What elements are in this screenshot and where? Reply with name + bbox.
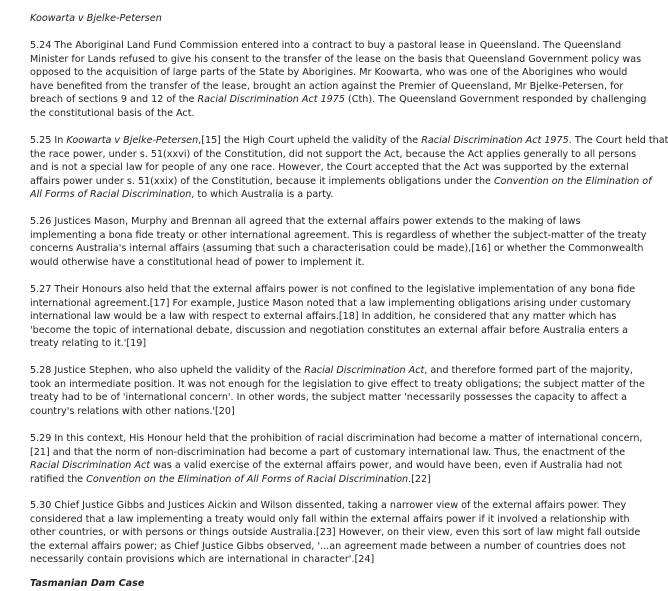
italic-citation: Racial Discrimination Act	[30, 460, 151, 471]
text-line: 'become the topic of international debate, discussion and negotiation constitutes an external affair before Australia enters a	[30, 324, 628, 336]
text-line: affairs power under s. 51(xxix) of the Constitution, because it implements obligations under the Convention on the Elimination of	[30, 175, 652, 187]
text-line: other countries, or with persons or things outside Australia.[23] However, on their view, even this sort of law might fall outside	[30, 527, 641, 538]
paragraph	[30, 283, 636, 351]
text-line: the constitutional basis of the Act.	[30, 107, 195, 119]
text-line: the external affairs power; as Chief Justice Gibbs observed, '...an agreement made between a number of countries does not	[30, 540, 626, 552]
text-line: and is not a special law for people of any one race. However, the Court accepted that the Act was supported by the external	[30, 162, 629, 173]
text-line: the race power, under s. 51(xxvi) of the Constitution, did not support the Act, because the Act applies generally to all persons	[30, 148, 637, 160]
text-line: necessarily contain provisions which are international in character'.[24]	[30, 554, 375, 565]
paragraph	[30, 432, 643, 486]
case-heading: Koowarta v Bjelke-Petersen	[30, 13, 162, 24]
text-line: considered that a law implementing a treaty would only fall within the external affairs power if it involved a relationship with	[30, 513, 630, 525]
text-line: 5.30 Chief Justice Gibbs and Justices Aickin and Wilson dissented, taking a narrower view of the external affairs power. They	[30, 500, 627, 511]
italic-citation: Racial Discrimination Act	[304, 365, 425, 376]
text-line: took an intermediate position. It was not enough for the legislation to give effect to treaty obligations; the subject matter of the	[30, 378, 645, 390]
text-line: concerns Australia's internal affairs (assuming that such a characterisation could be made),[16] or whether the Commonwealth	[30, 243, 644, 254]
text-line: treaty relating to it.'[19]	[30, 338, 147, 349]
text-line: 5.24 The Aboriginal Land Fund Commission entered into a contract to buy a pastoral lease in Queensland. The Queensland	[30, 40, 622, 51]
text-line: 5.27 Their Honours also held that the external affairs power is not confined to the legislative implementation of any bona fide	[30, 284, 636, 295]
text-line: 5.26 Justices Mason, Murphy and Brennan all agreed that the external affairs power extends to the making of laws	[30, 216, 581, 227]
italic-citation: All Forms of Racial Discrimination	[30, 189, 192, 200]
text-line: would otherwise have a constitutional head of power to implement it.	[30, 256, 365, 268]
paragraph	[30, 39, 647, 120]
paragraph	[30, 215, 647, 269]
paragraph	[30, 134, 668, 202]
text-line: 5.28 Justice Stephen, who also upheld the validity of the Racial Discrimination Act, and therefore formed part of the majority,	[30, 365, 633, 376]
text-line: breach of sections 9 and 12 of the Racial Discrimination Act 1975 (Cth). The Queensland Government responded by challenging	[30, 94, 647, 105]
text-line: [21] and that the norm of non-discrimination had become a part of customary international law. Thus, the enactment of the	[30, 446, 626, 458]
text-line: international agreement.[17] For example, Justice Mason noted that a law implementing obligations arising under customary	[30, 297, 631, 309]
paragraph	[30, 499, 641, 567]
italic-citation: Koowarta v Bjelke-Petersen	[66, 135, 199, 146]
text-line: All Forms of Racial Discrimination, to which Australia is a party.	[30, 189, 334, 200]
text-line: opposed to the acquisition of large parts of the State by Aborigines. Mr Koowarta, who was one of the Aborigines who would	[30, 67, 628, 78]
italic-citation: Racial Discrimination Act 1975	[197, 94, 345, 105]
text-line: implementing a bona fide treaty or other international agreement. This is regardless of whether the subject-matter of the treaty	[30, 229, 647, 241]
italic-citation: Convention on the Elimination of All Forms of Racial Discrimination	[86, 473, 409, 485]
next-case-heading: Tasmanian Dam Case	[30, 578, 145, 589]
text-line: 5.29 In this context, His Honour held that the prohibition of racial discrimination had become a matter of international concern,	[30, 433, 643, 444]
text-line: 5.25 In Koowarta v Bjelke-Petersen,[15] the High Court upheld the validity of the Racial Discrimination Act 1975. The Court held that	[30, 135, 668, 146]
text-line: Racial Discrimination Act was a valid exercise of the external affairs power, and would have been, even if Australia had not	[30, 460, 623, 471]
paragraph	[30, 364, 645, 418]
text-line: country's relations with other nations.'[20]	[30, 405, 235, 417]
text-line: Minister for Lands refused to give his consent to the transfer of the lease on the basis that Queensland Government policy was	[30, 53, 642, 65]
text-line: treaty had to be of 'international concern'. In other words, the subject matter 'necessarily possesses the capacity to affect a	[30, 392, 627, 403]
italic-citation: Racial Discrimination Act 1975	[421, 135, 569, 146]
text-line: international law would be a law with respect to external affairs.[18] In addition, he considered that any matter which has	[30, 311, 617, 322]
text-line: ratified the Convention on the Elimination of All Forms of Racial Discrimination.[22]	[30, 473, 431, 485]
italic-citation: Convention on the Elimination of	[493, 175, 652, 187]
text-line: have benefited from the transfer of the lease, brought an action against the Premier of Queensland, Mr Bjelke-Petersen, for	[30, 80, 624, 92]
